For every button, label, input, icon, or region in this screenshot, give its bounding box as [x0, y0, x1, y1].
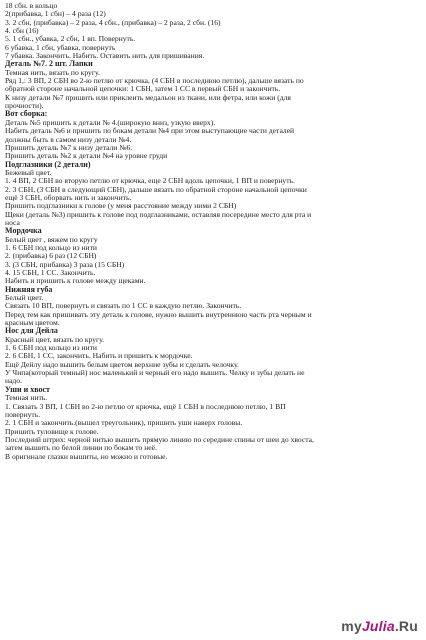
- text-line: красным цветом.: [5, 319, 60, 328]
- section-heading: Мордочка: [5, 227, 42, 236]
- text-line: Темная нить.: [5, 394, 48, 403]
- text-line: повернуть.: [5, 410, 41, 419]
- section-heading: Уши и хвост: [5, 385, 50, 394]
- text-line: Последний штрих: черной нитью вышить прямую линию по середине спины от шеи до хвоста,: [5, 435, 314, 444]
- text-line: 6 убавка, 1 сбн, убавка, повернуть: [5, 43, 116, 52]
- section-heading: Деталь №7. 2 шт. Лапки: [5, 60, 93, 69]
- text-line: надо.: [5, 377, 22, 386]
- watermark-logo: [341, 618, 418, 634]
- text-line: 7 убавка. Закончить. Набить. Оставить нить для пришивания.: [5, 52, 205, 61]
- text-line: Щеки (деталь №3) пришить к голове под подглазниками, оставляя посередине место для рта и: [5, 210, 312, 219]
- text-line: 2. (прибавка) 6 раз (12 СБН): [5, 252, 97, 261]
- section-heading: Вот сборка:: [5, 110, 48, 119]
- text-line: носа: [5, 218, 20, 227]
- text-line: 1. 6 СБН под кольцо из нити: [5, 243, 97, 252]
- text-line: 1. Связать 3 ВП, 1 СБН во 2-ю петлю от крючка, ещё 1 СБН в последнюю петлю, 1 ВП: [5, 402, 286, 411]
- text-line: Темная нить, вязать по кругу.: [5, 68, 100, 77]
- text-line: Белый цвет , вяжем по кругу: [5, 235, 98, 244]
- text-line: Связать 10 ВП, повернуть и связать по 1 СС в каждую петлю. Закончить.: [5, 302, 242, 311]
- text-line: 1. 4 ВП, 2 СБН во вторую петлю от крючка, еще 2 СБН вдоль цепочки, 1 ВП и повернуть.: [5, 177, 295, 186]
- text-line: Пришить туловище к голове.: [5, 427, 99, 436]
- text-line: 5. 1 сбн., убавка, 2 сбн, 1 вп. Повернуть.: [5, 35, 136, 44]
- watermark-part-2: Julia: [361, 618, 395, 634]
- text-line: 4. сбн (16): [5, 27, 39, 36]
- watermark-part-3: .Ru: [394, 618, 418, 634]
- text-line: затем вышить по белой линии по бокам то неё.: [5, 444, 157, 453]
- text-line: 4. 15 СБН, 1 СС. Закончить.: [5, 269, 96, 277]
- text-line: Набить и пришить к голове между щеками.: [5, 277, 146, 286]
- text-line: Пришить подглазники к голове (у меня расстояние между ними 2 СБН): [5, 202, 237, 211]
- text-line: Пришить деталь №7 к низу детали №6.: [5, 143, 133, 152]
- text-line: 2(прибавка, 1 сбн) – 4 раза (12): [5, 10, 106, 19]
- text-line: прочности).: [5, 102, 44, 111]
- section-heading: Нос для Дейла: [5, 327, 58, 336]
- text-line: Перед тем как пришивать эту деталь к голове, нужно вышить внутреннюю часть рта черным и: [5, 310, 312, 319]
- text-line: 3. 2 сбн, (прибавка) – 2 раза, 4 сбн., (прибавка) – 2 раза, 2 сбн. (16): [5, 18, 221, 27]
- text-line: обратной стороне начальной цепочки: 1 СБН, затем 1 СС в первый СБН и закончить.: [5, 85, 281, 94]
- text-line: У Чипа(который темный) нос маленький и черный его надо вышить. Челку и зубы делать не: [5, 369, 305, 378]
- text-line: Ещё Дейлу надо вышить белым цветом верхние зубы и сделать челочку.: [5, 360, 239, 369]
- text-line: Белый цвет.: [5, 294, 44, 303]
- text-line: В оригинале глазки вышиты, но можно и готовые.: [5, 452, 168, 461]
- text-line: Красный цвет, вязать по кругу.: [5, 335, 105, 344]
- text-line: Бежевый цвет.: [5, 168, 52, 177]
- text-line: ещё 3 СБН, оборвать нить и закончить.: [5, 193, 132, 202]
- section-heading: Нижняя губа: [5, 285, 53, 294]
- text-line: 18 сбн. в кольцо: [5, 2, 58, 10]
- text-line: должны быть в самом низу детали №4.: [5, 135, 132, 144]
- text-line: Ряд 1,: 3 ВП, 2 СБН во 2-ю петлю от крючка, (4 СБН в последнюю петлю), дальше вязать по: [5, 77, 304, 86]
- text-line: Пришить деталь №2 к детали №4 на уровне груди: [5, 152, 168, 161]
- text-line: 3. (3 СБН, прибавка) 3 раза (15 СБН): [5, 260, 125, 269]
- text-line: 2. 3 СБН, (3 СБН в следующий СБН), дальше вязать по обратной стороне начальной цепочки: [5, 185, 307, 194]
- section-heading: Подглазники (2 детали): [5, 160, 91, 169]
- text-line: Деталь №5 пришить к детали № 4.(широкую вниз, узкую вверх).: [5, 118, 216, 127]
- document-body: [5, 2, 421, 461]
- text-line: 2. 6 СБН, 1 СС, закончить. Набить и пришить к мордочке.: [5, 352, 193, 361]
- text-line: К низу детали №7 пришить или приклеить медальон из ткани, или фетра, или кожи (для: [5, 93, 291, 102]
- text-line: 1. 6 СБН под кольцо из нити: [5, 344, 97, 353]
- watermark-part-1: my: [341, 618, 362, 634]
- text-line: Набить деталь №6 и пришить по бокам детали №4 при этом выступающие части деталей: [5, 127, 295, 136]
- text-line: 2. 1 СБН и закончить.(вышел треугольник), пришить уши наверх головы.: [5, 419, 243, 428]
